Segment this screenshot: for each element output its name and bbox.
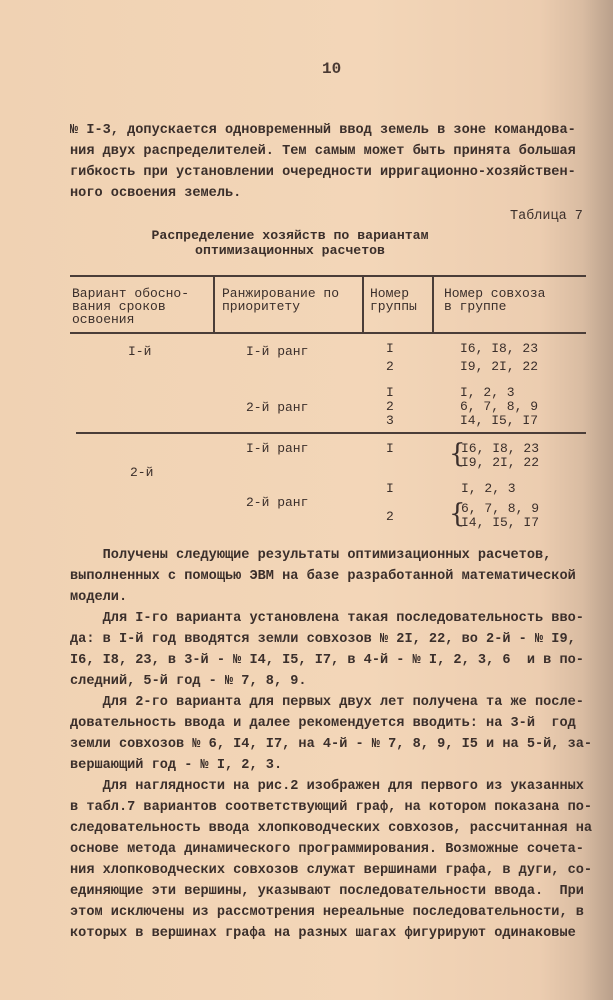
cell-farms: 6, 7, 8, 9 [461, 501, 540, 516]
table-label: Таблица 7 [510, 209, 583, 224]
cell-farms: I4, I5, I7 [460, 413, 539, 428]
text-line: следний, 5-й год - № 7, 8, 9. [70, 674, 307, 689]
table-title [130, 228, 450, 258]
cell-variant: 2-й [130, 465, 154, 480]
text-line: которых в вершинах графа на разных шагах фигурируют одинаковые [70, 926, 576, 941]
cell-group: 3 [386, 413, 394, 428]
cell-group: I [386, 385, 394, 400]
text-line: основе метода динамического программирования. Возможные сочета- [70, 842, 584, 857]
header-variant: Вариант обосно- вания сроков освоения [72, 286, 190, 327]
text-line: ния двух распределителей. Тем самым может быть принята большая [70, 144, 576, 159]
cell-farms: 6, 7, 8, 9 [460, 399, 539, 414]
column-divider [432, 276, 434, 332]
header-bottom-rule [70, 332, 586, 334]
header-farm: Номер совхоза в группе [444, 286, 546, 314]
text-line: единяющие эти вершины, указывают последовательности ввода. При [70, 884, 584, 899]
text-line: ния хлопководческих совхозов служат вершинами графа, в дуги, со- [70, 863, 593, 878]
cell-farms: I4, I5, I7 [461, 515, 540, 530]
table-title-line: Распределение хозяйств по вариантам [151, 228, 429, 243]
cell-farms: I, 2, 3 [460, 385, 515, 400]
brace-glyph: { [449, 439, 466, 469]
cell-group: 2 [386, 509, 394, 524]
cell-farms: I9, 2I, 22 [461, 455, 540, 470]
cell-rank: 2-й ранг [246, 495, 309, 510]
cell-farms: I, 2, 3 [461, 481, 516, 496]
column-divider [362, 276, 364, 332]
text-line: следовательность ввода хлопководческих совхозов, рассчитанная на [70, 821, 593, 836]
text-line: гибкость при установлении очередности ирригационно-хозяйствен- [70, 165, 576, 180]
text-line: Для наглядности на рис.2 изображен для первого из указанных [70, 779, 584, 794]
text-line: земли совхозов № 6, I4, I7, на 4-й - № 7, 8, 9, I5 и на 5-й, за- [70, 737, 593, 752]
cell-farms: I6, I8, 23 [460, 341, 539, 356]
text-line: в табл.7 вариантов соответствующий граф, на котором показана по- [70, 800, 593, 815]
cell-rank: I-й ранг [246, 441, 309, 456]
cell-group: I [386, 441, 394, 456]
cell-group: I [386, 341, 394, 356]
variant-divider-rule [76, 432, 586, 434]
text-line: Для I-го варианта установлена такая последовательность вво- [70, 611, 584, 626]
text-line: Для 2-го варианта для первых двух лет получена та же после- [70, 695, 584, 710]
cell-farms: I6, I8, 23 [461, 441, 540, 456]
text-line: модели. [70, 590, 128, 605]
cell-group: 2 [386, 359, 394, 374]
text-line: № I-3, допускается одновременный ввод земель в зоне командова- [70, 123, 576, 138]
cell-rank: 2-й ранг [246, 400, 309, 415]
text-line: I6, I8, 23, в 3-й - № I4, I5, I7, в 4-й - № I, 2, 3, 6 и в по- [70, 653, 584, 668]
header-group: Номер группы [370, 286, 417, 314]
text-line: ного освоения земель. [70, 186, 242, 201]
page-number: 10 [322, 60, 342, 78]
table-top-rule [70, 275, 586, 277]
table-title-line: оптимизационных расчетов [195, 243, 385, 258]
text-line: довательность ввода и далее рекомендуется вводить: на 3-й год [70, 716, 576, 731]
cell-group: 2 [386, 399, 394, 414]
brace-glyph: { [449, 499, 466, 529]
text-line: вершающий год - № I, 2, 3. [70, 758, 283, 773]
text-line: Получены следующие результаты оптимизационных расчетов, [70, 548, 552, 563]
text-line: да: в I-й год вводятся земли совхозов № 2I, 22, во 2-й - № I9, [70, 632, 576, 647]
cell-rank: I-й ранг [246, 344, 309, 359]
cell-farms: I9, 2I, 22 [460, 359, 539, 374]
text-line: выполненных с помощью ЭВМ на базе разработанной математической [70, 569, 576, 584]
text-line: этом исключены из рассмотрения нереальные последовательности, в [70, 905, 584, 920]
header-ranking: Ранжирование по приоритету [222, 286, 340, 314]
cell-group: I [386, 481, 394, 496]
column-divider [213, 276, 215, 332]
cell-variant: I-й [128, 344, 152, 359]
